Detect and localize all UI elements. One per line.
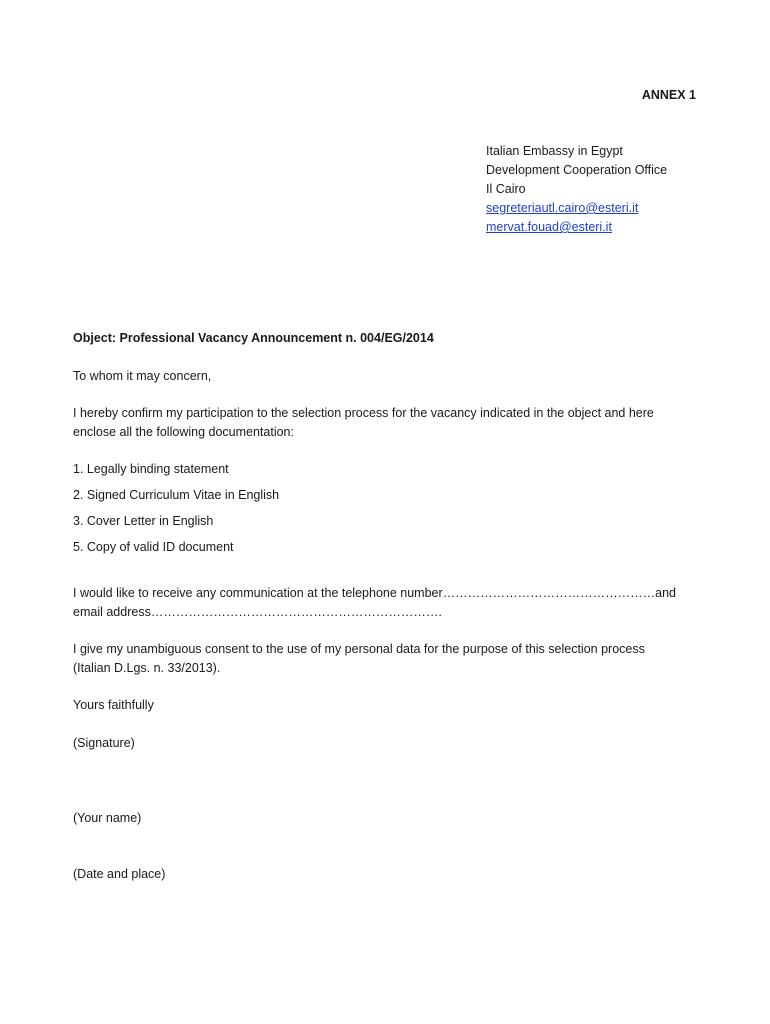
signature-placeholder: (Signature) <box>73 736 135 750</box>
email-link-secretariat[interactable]: segreteriautl.cairo@esteri.it <box>486 201 639 215</box>
list-item: 3. Cover Letter in English <box>73 514 214 528</box>
email-link-contact[interactable]: mervat.fouad@esteri.it <box>486 220 612 234</box>
recipient-line-embassy: Italian Embassy in Egypt <box>486 144 623 158</box>
intro-line-2: enclose all the following documentation: <box>73 425 294 439</box>
contact-line-2: email address……………………………………………………………. <box>73 605 442 619</box>
list-item: 5. Copy of valid ID document <box>73 540 234 554</box>
date-place-placeholder: (Date and place) <box>73 867 166 881</box>
consent-line-1: I give my unambiguous consent to the use of my personal data for the purpose of this selection process <box>73 642 645 656</box>
intro-line-1: I hereby confirm my participation to the selection process for the vacancy indicated in the object and here <box>73 406 654 420</box>
annex-label: ANNEX 1 <box>641 88 696 102</box>
recipient-line-office: Development Cooperation Office <box>486 163 668 177</box>
consent-line-2: (Italian D.Lgs. n. 33/2013). <box>73 661 221 675</box>
recipient-line-city: Il Cairo <box>486 182 526 196</box>
salutation: To whom it may concern, <box>73 369 212 383</box>
recipient-address <box>486 142 667 237</box>
object-line: Object: Professional Vacancy Announcement n. 004/EG/2014 <box>73 331 434 345</box>
closing: Yours faithfully <box>73 698 154 712</box>
contact-line-1: I would like to receive any communication at the telephone number……………………………………………and <box>73 586 677 600</box>
list-item: 1. Legally binding statement <box>73 462 229 476</box>
list-item: 2. Signed Curriculum Vitae in English <box>73 488 280 502</box>
name-placeholder: (Your name) <box>73 811 142 825</box>
